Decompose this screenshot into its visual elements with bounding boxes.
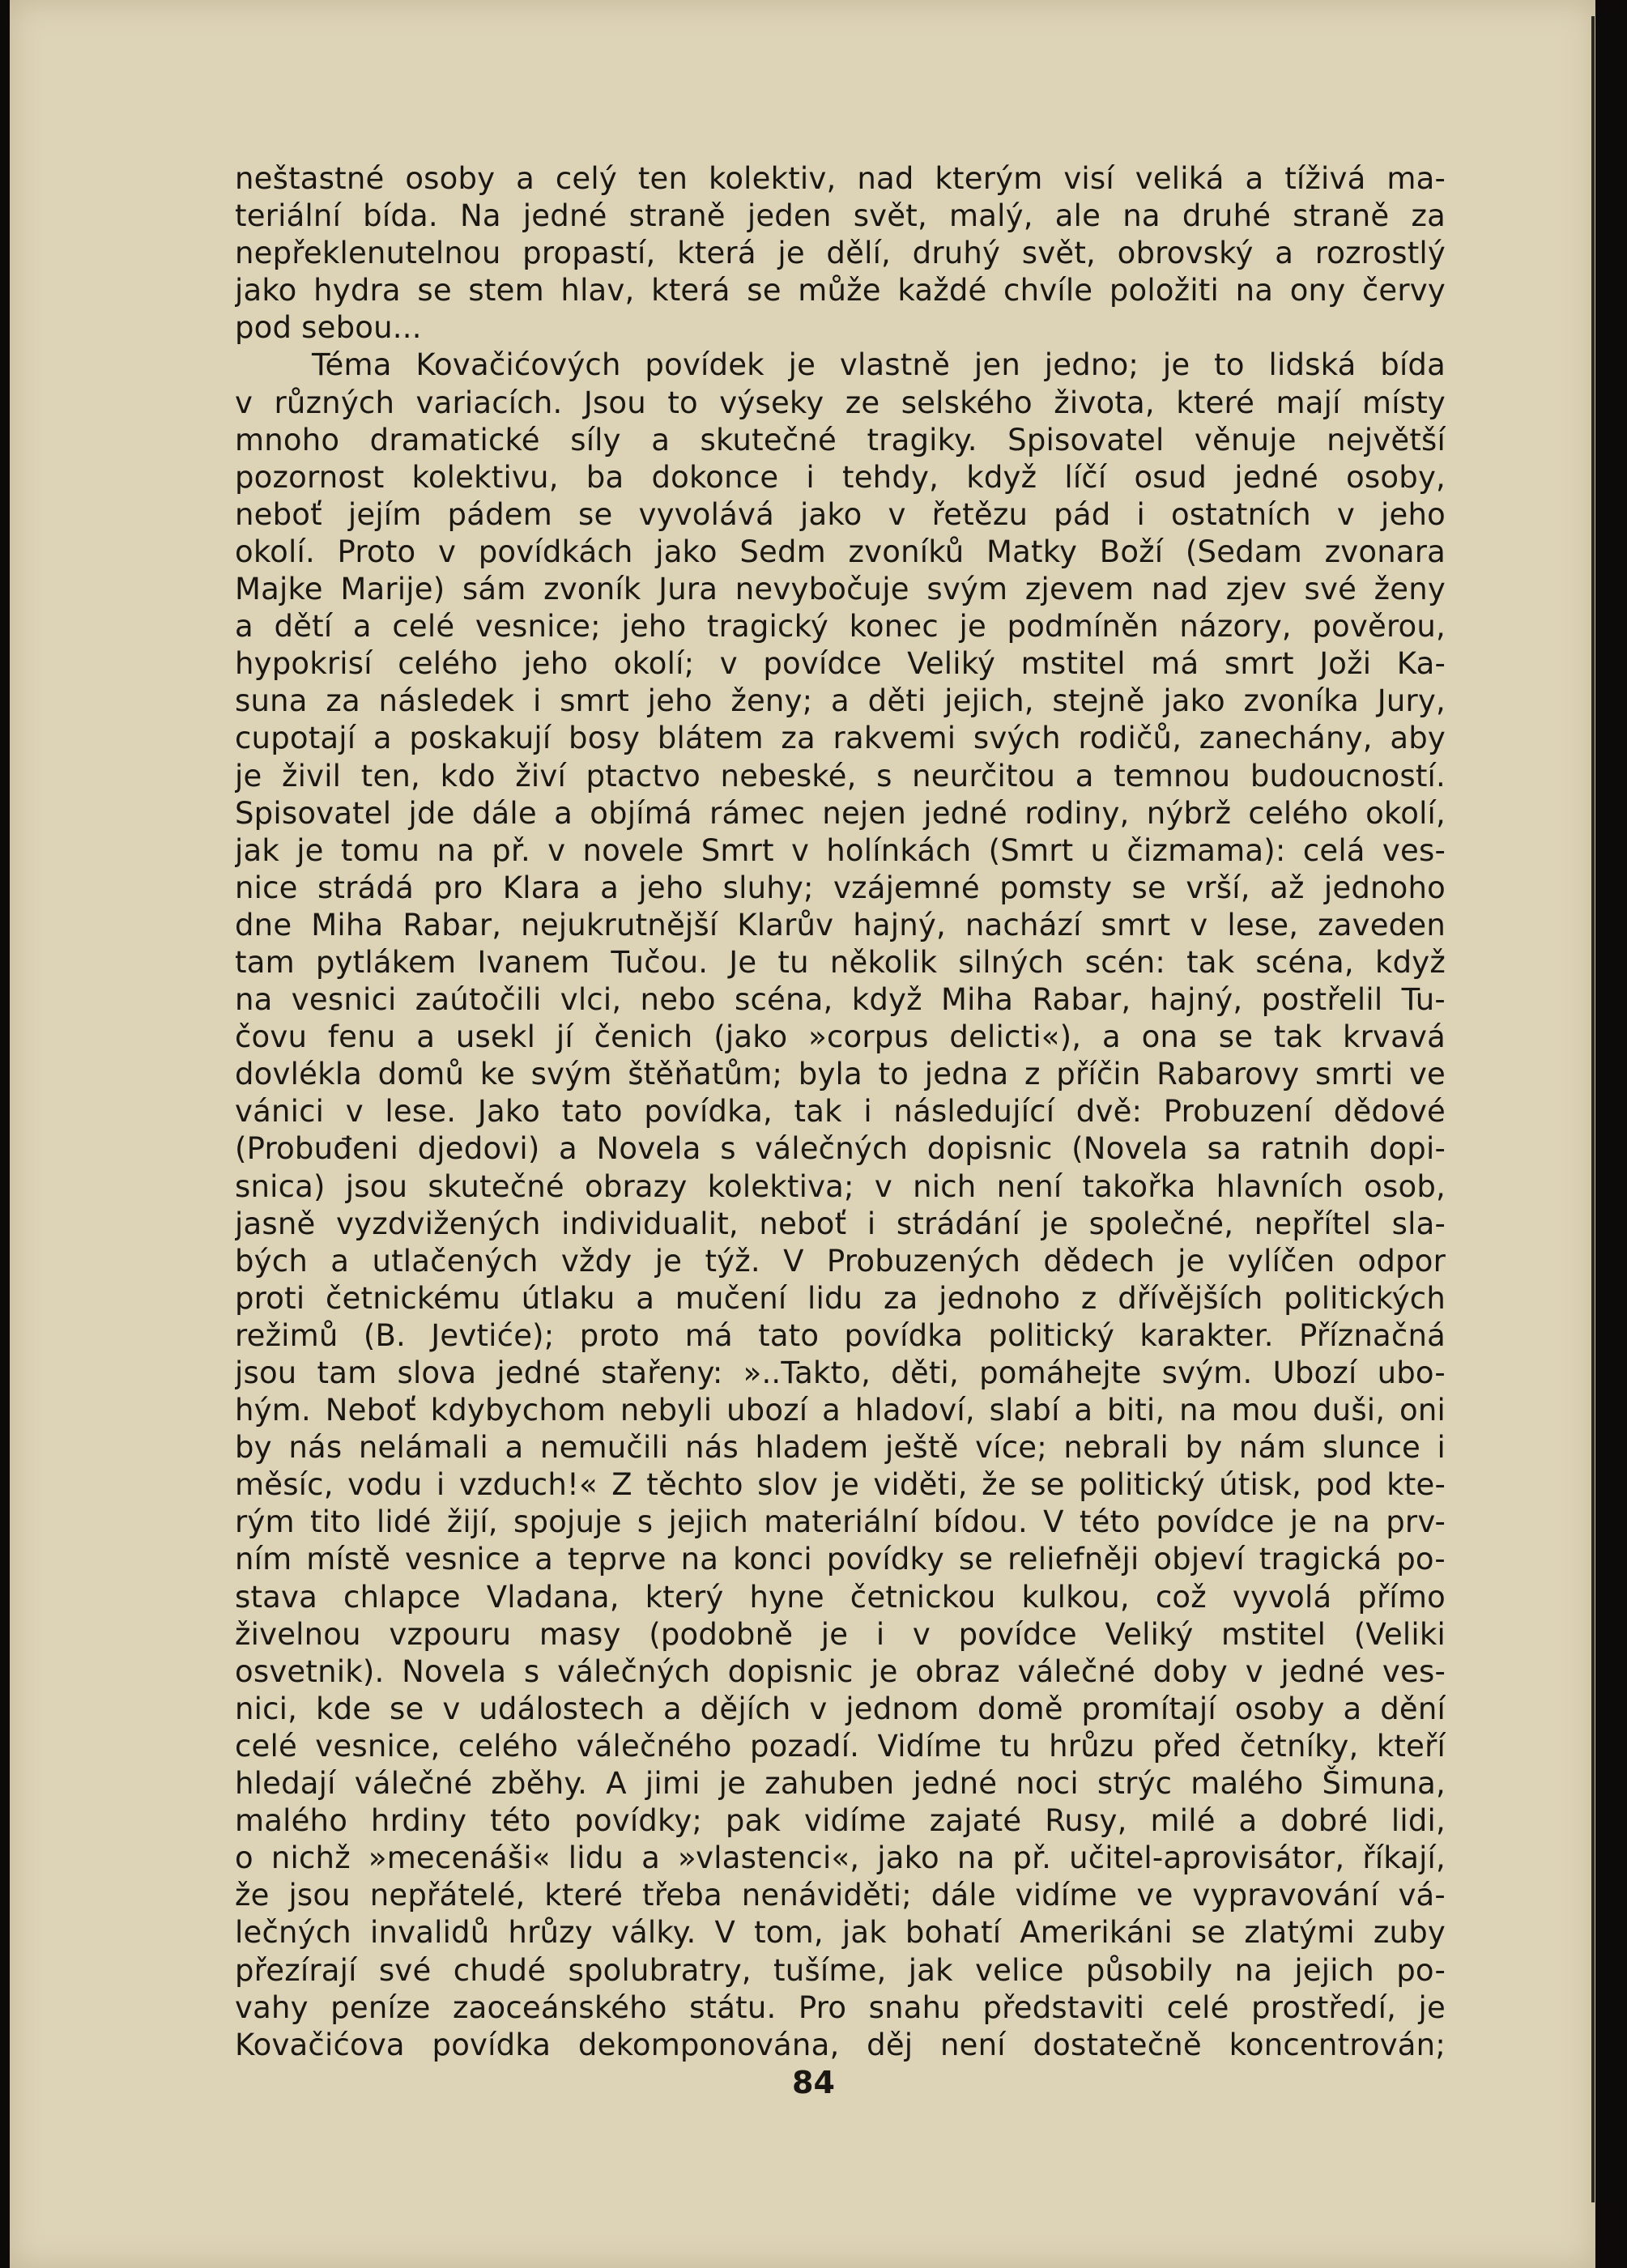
- text-line: a dětí a celé vesnice; jeho tragický konec je podmíněn názory, pověrou,: [235, 609, 1446, 645]
- text-line: čovu fenu a usekl jí čenich (jako »corpus delicti«), a ona se tak krvavá: [235, 1019, 1446, 1055]
- text-line: Spisovatel jde dále a objímá rámec nejen jedné rodiny, nýbrž celého okolí,: [235, 795, 1446, 831]
- text-line: dovlékla domů ke svým štěňatům; byla to jedna z příčin Rabarovy smrti ve: [235, 1057, 1446, 1092]
- text-line: malého hrdiny této povídky; pak vidíme zajaté Rusy, milé a dobré lidi,: [235, 1803, 1446, 1839]
- text-line: hledají válečné zběhy. A jimi je zahuben jedné noci strýc malého Šimuna,: [235, 1766, 1446, 1802]
- text-line: pozornost kolektivu, ba dokonce i tehdy, když líčí osud jedné osoby,: [235, 459, 1446, 495]
- text-line: je živil ten, kdo živí ptactvo nebeské, s neurčitou a temnou budoucností.: [235, 758, 1446, 794]
- text-line: nici, kde se v událostech a dějích v jednom domě promítají osoby a dění: [235, 1691, 1446, 1726]
- text-line: hým. Neboť kdybychom nebyli ubozí a hladoví, slabí a biti, na mou duši, oni: [235, 1393, 1446, 1428]
- text-line: ním místě vesnice a teprve na konci povídky se reliefněji objeví tragická po-: [235, 1542, 1446, 1577]
- text-line: (Probuđeni djedovi) a Novela s válečných dopisnic (Novela sa ratnih dopi-: [235, 1131, 1446, 1167]
- text-line: přezírají své chudé spolubratry, tušíme, jak velice působily na jejich po-: [235, 1952, 1446, 1988]
- text-line: teriální bída. Na jedné straně jeden svět, malý, ale na druhé straně za: [235, 198, 1446, 234]
- text-line: jsou tam slova jedné stařeny: »..Takto, děti, pomáhejte svým. Ubozí ubo-: [235, 1355, 1446, 1390]
- text-line: jak je tomu na př. v novele Smrt v holínkách (Smrt u čizmama): celá ves-: [235, 832, 1446, 868]
- text-line: mnoho dramatické síly a skutečné tragiky. Spisovatel věnuje největší: [235, 422, 1446, 457]
- text-line: živelnou vzpouru masy (podobně je i v povídce Veliký mstitel (Veliki: [235, 1616, 1446, 1652]
- text-line: lečných invalidů hrůzy války. V tom, jak bohatí Amerikáni se zlatými zuby: [235, 1915, 1446, 1951]
- text-line: na vesnici zaútočili vlci, nebo scéna, když Miha Rabar, hajný, postřelil Tu-: [235, 982, 1446, 1018]
- text-line: neboť jejím pádem se vyvolává jako v řetězu pád i ostatních v jeho: [235, 496, 1446, 532]
- text-line: v různých variacích. Jsou to výseky ze selského života, které mají místy: [235, 385, 1446, 420]
- text-line: dne Miha Rabar, nejukrutnější Klarův hajný, nachází smrt v lese, zaveden: [235, 907, 1446, 943]
- text-line: snica) jsou skutečné obrazy kolektiva; v nich není takořka hlavních osob,: [235, 1168, 1446, 1204]
- text-line: bých a utlačených vždy je týž. V Probuzených dědech je vylíčen odpor: [235, 1243, 1446, 1279]
- body-text: [235, 160, 1446, 2071]
- page-number: 84: [792, 2065, 835, 2100]
- text-line: jasně vyzdvižených individualit, neboť i strádání je společné, nepřítel sla-: [235, 1206, 1446, 1241]
- text-line: že jsou nepřátelé, které třeba nenáviděti; dále vidíme ve vypravování vá-: [235, 1878, 1446, 1913]
- text-line: nice strádá pro Klara a jeho sluhy; vzájemné pomsty se vrší, až jednoho: [235, 870, 1446, 905]
- text-line: neštastné osoby a celý ten kolektiv, nad kterým visí veliká a tíživá ma-: [235, 161, 1446, 196]
- text-line: pod sebou...: [235, 310, 422, 346]
- text-line: suna za následek i smrt jeho ženy; a děti jejich, stejně jako zvoníka Jury,: [235, 683, 1446, 719]
- text-line: okolí. Proto v povídkách jako Sedm zvoníků Matky Boží (Sedam zvonara: [235, 534, 1446, 569]
- text-line: by nás nelámali a nemučili nás hladem ještě více; nebrali by nám slunce i: [235, 1430, 1446, 1466]
- text-line: stava chlapce Vladana, který hyne četnickou kulkou, což vyvolá přímo: [235, 1579, 1446, 1615]
- paragraph-start-line: Téma Kovačićových povídek je vlastně jen jedno; je to lidská bída: [312, 347, 1446, 383]
- text-line: nepřeklenutelnou propastí, která je dělí, druhý svět, obrovský a rozrostlý: [235, 236, 1446, 271]
- text-line: o nichž »mecenáši« lidu a »vlastenci«, jako na př. učitel-aprovisátor, říkají,: [235, 1840, 1446, 1876]
- text-line: měsíc, vodu i vzduch!« Z těchto slov je viděti, že se politický útisk, pod kte-: [235, 1467, 1446, 1503]
- text-line: režimů (B. Jevtiće); proto má tato povídka politický karakter. Příznačná: [235, 1317, 1446, 1353]
- text-line: rým tito lidé žijí, spojuje s jejich materiální bídou. V této povídce je na prv-: [235, 1504, 1446, 1540]
- text-line: vánici v lese. Jako tato povídka, tak i následující dvě: Probuzení dědové: [235, 1094, 1446, 1130]
- text-line: vahy peníze zaoceánského státu. Pro snahu představiti celé prostředí, je: [235, 1989, 1446, 2025]
- page-edge-shadow: [1591, 16, 1595, 2202]
- text-line: Majke Marije) sám zvoník Jura nevybočuje svým zjevem nad zjev své ženy: [235, 572, 1446, 607]
- text-line: cupotají a poskakují bosy blátem za rakvemi svých rodičů, zanechány, aby: [235, 721, 1446, 756]
- text-line: Kovačićova povídka dekomponována, děj není dostatečně koncentrován;: [235, 2027, 1446, 2062]
- text-line: hypokrisí celého jeho okolí; v povídce Veliký mstitel má smrt Joži Ka-: [235, 646, 1446, 682]
- text-line: jako hydra se stem hlav, která se může každé chvíle položiti na ony červy: [235, 273, 1446, 308]
- text-line: proti četnickému útlaku a mučení lidu za jednoho z dřívějších politických: [235, 1280, 1446, 1316]
- text-line: osvetnik). Novela s válečných dopisnic je obraz válečné doby v jedné ves-: [235, 1653, 1446, 1689]
- text-line: tam pytlákem Ivanem Tučou. Je tu několik silných scén: tak scéna, když: [235, 944, 1446, 980]
- text-line: celé vesnice, celého válečného pozadí. Vidíme tu hrůzu před četníky, kteří: [235, 1728, 1446, 1764]
